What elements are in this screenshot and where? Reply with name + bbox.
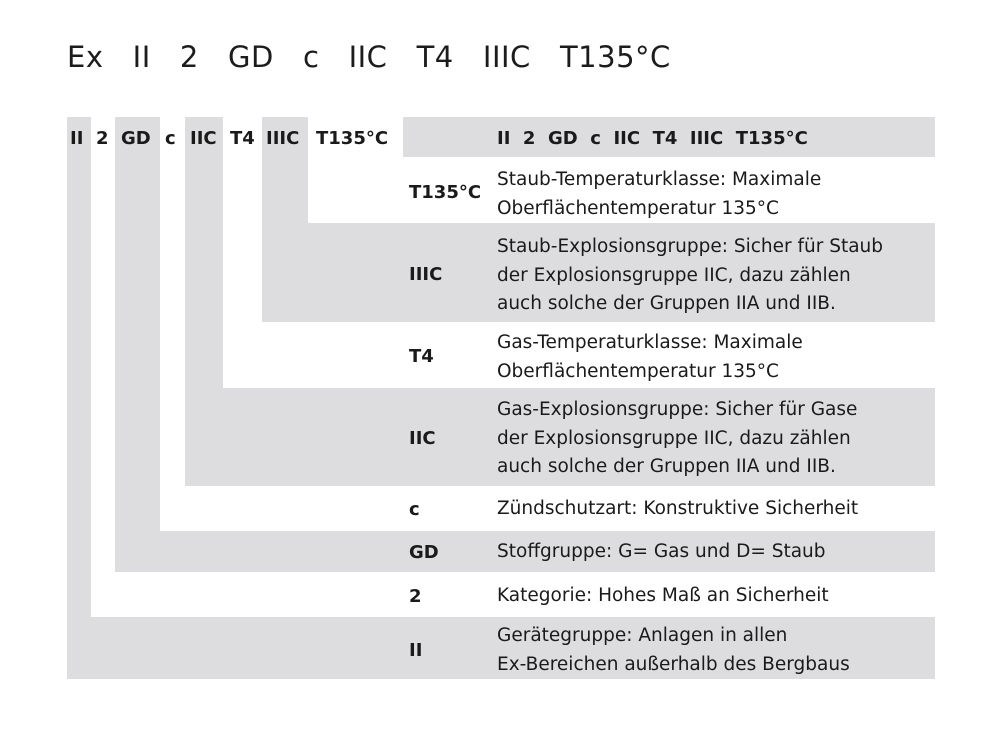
header-code: 2 — [96, 128, 109, 149]
description-line: Staub-Temperaturklasse: Maximale — [497, 169, 822, 190]
row-code: T4 — [409, 346, 434, 367]
description-line: Oberflächentemperatur 135°C — [497, 197, 779, 219]
row-description — [497, 166, 821, 223]
description-line: Staub-Explosionsgruppe: Sicher für Staub — [497, 236, 884, 257]
description-line: der Explosionsgruppe IIC, dazu zählen — [497, 427, 851, 449]
description-line: Zündschutzart: Konstruktive Sicherheit — [497, 498, 859, 519]
row-code: GD — [409, 542, 439, 563]
row-description — [497, 233, 883, 319]
header-code: IIC — [190, 128, 217, 149]
row-code: IIC — [409, 428, 436, 449]
description-line: Gas-Explosionsgruppe: Sicher für Gase — [497, 399, 858, 420]
row-description — [497, 396, 857, 482]
right-header: II 2 GD c IIC T4 IIIC T135°C — [497, 128, 808, 149]
header-code: T135°C — [316, 128, 389, 149]
description-line: auch solche der Gruppen IIA und IIB. — [497, 456, 836, 477]
header-code: T4 — [230, 128, 255, 149]
bracket-GD — [115, 117, 160, 572]
row-code: T135°C — [409, 182, 482, 203]
row-description — [497, 622, 850, 679]
row-code: II — [409, 640, 423, 661]
description-line: Stoffgruppe: G= Gas und D= Staub — [497, 541, 826, 562]
description-line: Gerätegruppe: Anlagen in allen — [497, 625, 788, 646]
description-line: Oberflächentemperatur 135°C — [497, 360, 779, 382]
row-description — [497, 495, 858, 524]
row-description — [497, 538, 826, 567]
bracket-II — [67, 117, 91, 679]
row-code: c — [409, 499, 420, 520]
description-line: Gas-Temperaturklasse: Maximale — [497, 332, 803, 353]
row-code: IIIC — [409, 264, 443, 285]
row-description — [497, 329, 803, 386]
page-title: Ex II 2 GD c IIC T4 IIIC T135°C — [67, 40, 671, 74]
header-code: IIIC — [266, 128, 300, 149]
description-line: auch solche der Gruppen IIA und IIB. — [497, 293, 836, 314]
description-line: der Explosionsgruppe IIC, dazu zählen — [497, 264, 851, 286]
row-code: 2 — [409, 586, 422, 607]
description-line: Kategorie: Hohes Maß an Sicherheit — [497, 585, 829, 606]
header-code: II — [70, 128, 84, 149]
row-description — [497, 582, 829, 611]
header-code: c — [165, 128, 176, 149]
header-code: GD — [121, 128, 151, 149]
description-line: Ex-Bereichen außerhalb des Bergbaus — [497, 653, 850, 675]
